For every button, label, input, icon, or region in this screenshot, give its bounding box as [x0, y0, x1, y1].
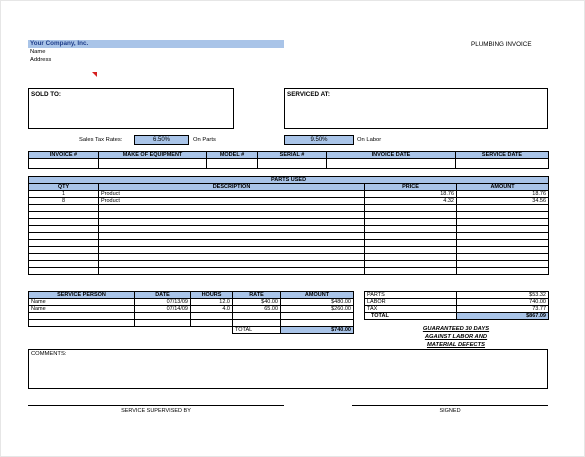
parts-header-qty: QTY [29, 184, 99, 191]
labor-date[interactable]: 07/13/09 [135, 299, 191, 306]
labor-header-rate: RATE [233, 292, 281, 299]
parts-tax-rate[interactable]: 6.50% [134, 135, 189, 145]
sold-to-box[interactable] [28, 88, 234, 129]
table-row[interactable] [29, 240, 549, 247]
header-service-date: SERVICE DATE [456, 152, 549, 159]
part-qty[interactable]: 1 [29, 191, 99, 198]
labor-table [28, 291, 354, 334]
invoice-date-cell[interactable] [327, 159, 456, 169]
table-row[interactable] [29, 226, 549, 233]
parts-used-title: PARTS USED [29, 177, 549, 184]
table-row[interactable] [29, 306, 354, 313]
summary-tax-label: TAX [365, 306, 457, 313]
header-invoice-date: INVOICE DATE [327, 152, 456, 159]
service-person[interactable]: Name [29, 299, 135, 306]
guarantee-line-3: MATERIAL DEFECTS [426, 342, 486, 348]
header-invoice-number: INVOICE # [29, 152, 99, 159]
model-number-cell[interactable] [207, 159, 258, 169]
summary-parts-label: PARTS [365, 292, 457, 299]
table-row[interactable] [29, 320, 354, 327]
summary-total-label: TOTAL [365, 313, 457, 320]
labor-amount: $260.00 [281, 306, 354, 313]
labor-header-hours: HOURS [191, 292, 233, 299]
part-description[interactable]: Product [99, 198, 365, 205]
table-row[interactable] [29, 268, 549, 275]
part-description[interactable]: Product [99, 191, 365, 198]
summary-parts-value: $53.32 [457, 292, 549, 299]
part-price[interactable]: 18.76 [365, 191, 457, 198]
labor-total-label: TOTAL [233, 327, 281, 334]
company-name: Your Company, Inc. [30, 40, 89, 47]
labor-amount: $480.00 [281, 299, 354, 306]
part-qty[interactable]: 8 [29, 198, 99, 205]
parts-tax-suffix: On Parts [193, 137, 216, 143]
invoice-info-table [28, 151, 549, 169]
labor-header-service-person: SERVICE PERSON [29, 292, 135, 299]
part-amount: 34.56 [457, 198, 549, 205]
labor-header-amount: AMOUNT [281, 292, 354, 299]
guarantee-line-2: AGAINST LABOR AND [424, 334, 488, 340]
parts-used-table [28, 176, 549, 275]
labor-date[interactable]: 07/14/09 [135, 306, 191, 313]
labor-hours[interactable]: 12.0 [191, 299, 233, 306]
comments-box[interactable] [28, 349, 548, 389]
labor-tax-rate[interactable]: 9.50% [284, 135, 354, 145]
labor-rate[interactable]: $40.00 [233, 299, 281, 306]
summary-labor-label: LABOR [365, 299, 457, 306]
service-person[interactable]: Name [29, 306, 135, 313]
table-row[interactable] [29, 254, 549, 261]
labor-header-date: DATE [135, 292, 191, 299]
serviced-at-box[interactable] [284, 88, 548, 129]
invoice-title: PLUMBING INVOICE [471, 41, 532, 48]
table-row[interactable] [29, 212, 549, 219]
table-row[interactable] [29, 219, 549, 226]
company-address: Address [30, 57, 52, 63]
table-row[interactable] [29, 198, 549, 205]
table-row[interactable] [29, 205, 549, 212]
service-date-cell[interactable] [456, 159, 549, 169]
serial-number-cell[interactable] [258, 159, 327, 169]
comments-label: COMMENTS: [31, 351, 67, 357]
guarantee-line-1: GUARANTEED 30 DAYS [422, 326, 490, 332]
invoice-number-cell[interactable] [29, 159, 99, 169]
table-row[interactable] [29, 261, 549, 268]
parts-header-amount: AMOUNT [457, 184, 549, 191]
signed-line[interactable]: SIGNED [352, 405, 548, 414]
serviced-at-label: SERVICED AT: [287, 91, 330, 98]
labor-total-value: $740.00 [281, 327, 354, 334]
comment-marker-icon [92, 72, 97, 77]
summary-tax-value: 73.77 [457, 306, 549, 313]
guarantee-text [396, 325, 516, 349]
service-supervised-by-line[interactable]: SERVICE SUPERVISED BY [28, 405, 284, 414]
parts-header-price: PRICE [365, 184, 457, 191]
table-row[interactable] [29, 247, 549, 254]
labor-tax-suffix: On Labor [357, 137, 382, 143]
tax-rates-label: Sales Tax Rates: [79, 137, 123, 143]
summary-total-value: $867.09 [457, 313, 549, 320]
header-serial-number: SERIAL # [258, 152, 327, 159]
part-price[interactable]: 4.32 [365, 198, 457, 205]
table-row[interactable] [29, 191, 549, 198]
sold-to-label: SOLD TO: [31, 91, 61, 98]
part-amount: 18.76 [457, 191, 549, 198]
table-row[interactable] [29, 233, 549, 240]
make-of-equipment-cell[interactable] [99, 159, 207, 169]
parts-header-description: DESCRIPTION [99, 184, 365, 191]
company-contact-name: Name [30, 49, 46, 55]
header-make-of-equipment: MAKE OF EQUIPMENT [99, 152, 207, 159]
table-row[interactable] [29, 299, 354, 306]
labor-rate[interactable]: 65.00 [233, 306, 281, 313]
table-row[interactable] [29, 313, 354, 320]
summary-table [364, 291, 549, 320]
labor-hours[interactable]: 4.0 [191, 306, 233, 313]
header-model-number: MODEL # [207, 152, 258, 159]
summary-labor-value: 740.00 [457, 299, 549, 306]
